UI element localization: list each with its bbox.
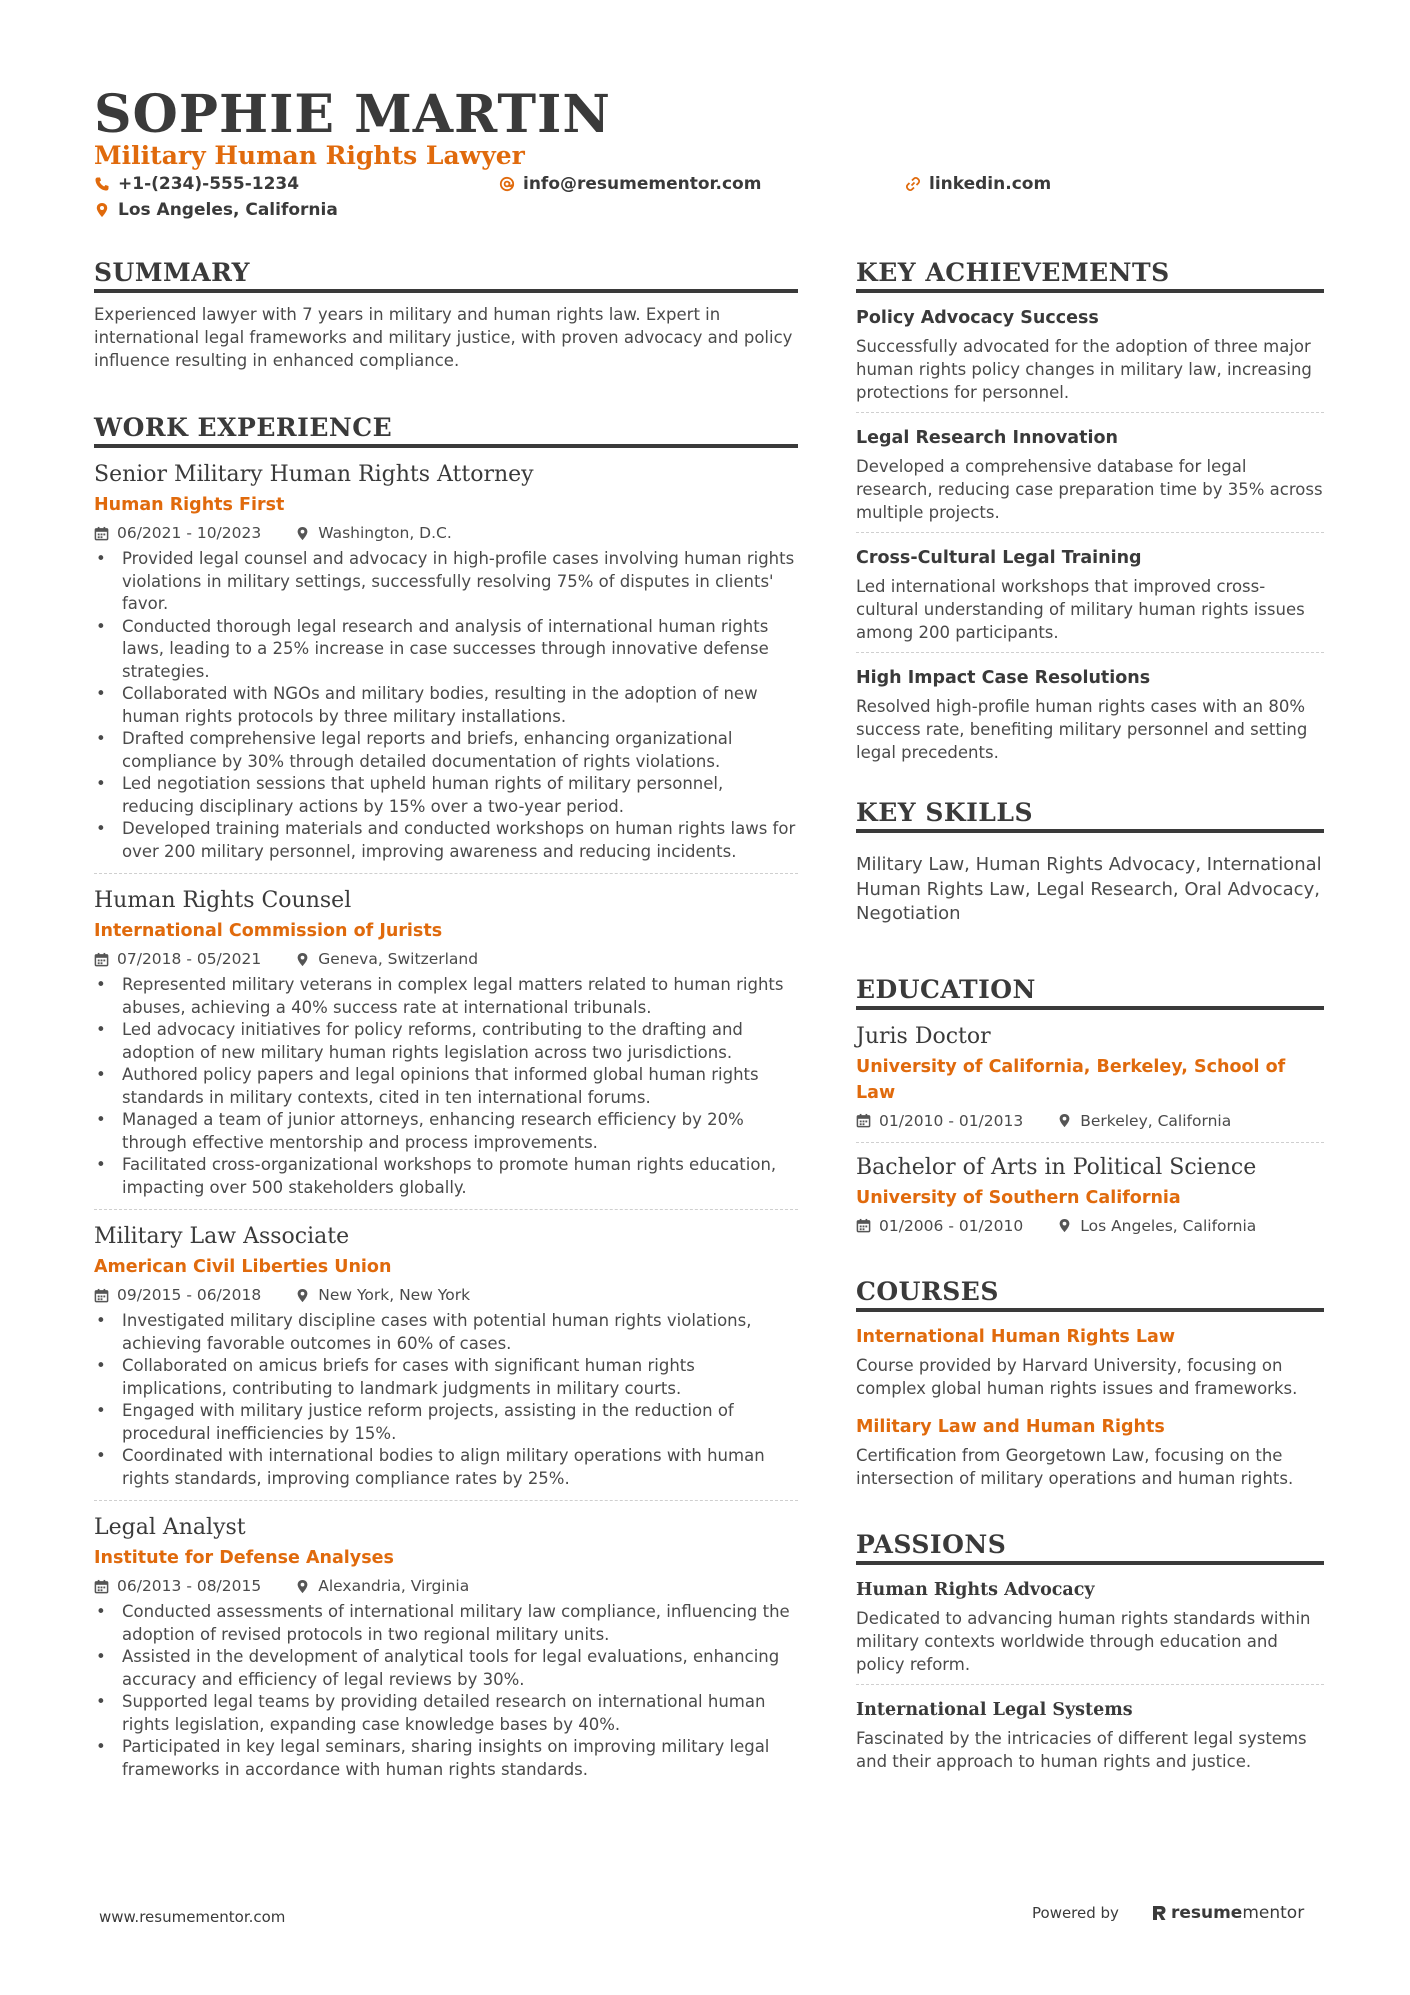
passions-heading: PASSIONS bbox=[856, 1530, 1324, 1565]
summary-section bbox=[94, 258, 798, 372]
achievements-section bbox=[856, 258, 1324, 772]
job-bullet: • Coordinated with international bodies to align military operations with human rights standards, improving compliance rates by 25%. bbox=[94, 1445, 798, 1490]
job-company: Institute for Defense Analyses bbox=[94, 1548, 394, 1568]
achievement-text: Resolved high-profile human rights cases with an 80% success rate, benefiting military personnel and setting legal precedents. bbox=[856, 697, 1308, 762]
phone-contact[interactable] bbox=[94, 174, 299, 194]
calendar-icon bbox=[856, 1113, 871, 1128]
achievement-item bbox=[856, 305, 1324, 413]
brand-logo[interactable] bbox=[1151, 1903, 1304, 1923]
education-item bbox=[856, 1153, 1324, 1247]
job-bullet: • Participated in key legal seminars, sharing insights on improving military legal frameworks in accordance with human rights standards. bbox=[94, 1736, 798, 1781]
footer-website[interactable]: www.resumementor.com bbox=[99, 1908, 286, 1926]
job-location: New York, New York bbox=[318, 1286, 471, 1304]
course-title: Military Law and Human Rights bbox=[856, 1416, 1165, 1437]
left-column bbox=[94, 258, 798, 1803]
experience-section bbox=[94, 413, 798, 1791]
job-bullet: • Conducted assessments of international military law compliance, influencing the adoption of revised protocols in two regional military units. bbox=[94, 1601, 798, 1646]
education-dates: 01/2006 - 01/2010 bbox=[879, 1216, 1024, 1235]
job-company: American Civil Liberties Union bbox=[94, 1257, 392, 1277]
summary-text: Experienced lawyer with 7 years in military and human rights law. Expert in international legal frameworks and military justice, with proven advocacy and policy influence resulting in enhanced compliance. bbox=[94, 305, 793, 370]
email-contact[interactable] bbox=[499, 174, 761, 194]
education-meta bbox=[856, 1214, 1324, 1238]
at-icon bbox=[499, 176, 515, 192]
powered-by-label: Powered by bbox=[1032, 1904, 1119, 1922]
experience-heading: WORK EXPERIENCE bbox=[94, 413, 798, 448]
achievement-item bbox=[856, 545, 1324, 653]
achievement-title: Legal Research Innovation bbox=[856, 428, 1118, 448]
candidate-role: Military Human Rights Lawyer bbox=[94, 141, 525, 170]
job-bullet: • Represented military veterans in complex legal matters related to human rights abuses, achieving a 40% success rate at international tribunals. bbox=[94, 974, 798, 1019]
achievement-item bbox=[856, 665, 1324, 772]
passion-item bbox=[856, 1577, 1324, 1685]
education-section bbox=[856, 975, 1324, 1247]
job-entry bbox=[94, 460, 798, 874]
job-location: Alexandria, Virginia bbox=[318, 1577, 470, 1595]
job-dates: 06/2021 - 10/2023 bbox=[117, 524, 262, 542]
job-bullet: • Assisted in the development of analytical tools for legal evaluations, enhancing accuracy and efficiency of legal reviews by 30%. bbox=[94, 1646, 798, 1691]
right-column bbox=[856, 258, 1324, 1793]
job-dates: 09/2015 - 06/2018 bbox=[117, 1286, 262, 1304]
job-bullet: • Collaborated with NGOs and military bodies, resulting in the adoption of new human rights protocols by three military installations. bbox=[94, 683, 798, 728]
job-bullet: • Investigated military discipline cases with potential human rights violations, achieving favorable outcomes in 60% of cases. bbox=[94, 1310, 798, 1355]
phone-text: +1-(234)-555-1234 bbox=[118, 174, 300, 194]
job-bullet: • Managed a team of junior attorneys, enhancing research efficiency by 20% through effective mentorship and process improvements. bbox=[94, 1109, 798, 1154]
location-pin-icon bbox=[295, 1288, 310, 1303]
job-bullet: • Collaborated on amicus briefs for cases with significant human rights implications, contributing to landmark judgments in military courts. bbox=[94, 1355, 798, 1400]
job-title: Military Law Associate bbox=[94, 1224, 350, 1249]
course-item bbox=[856, 1414, 1324, 1490]
linkedin-contact[interactable] bbox=[905, 174, 1051, 194]
location-pin-icon bbox=[94, 202, 110, 218]
job-bullet: • Led advocacy initiatives for policy reforms, contributing to the drafting and adoption of new military human rights legislation across two jurisdictions. bbox=[94, 1019, 798, 1064]
education-school: University of Southern California bbox=[856, 1187, 1181, 1208]
job-bullets bbox=[94, 548, 798, 863]
skills-section bbox=[856, 798, 1324, 927]
education-location: Los Angeles, California bbox=[1080, 1216, 1257, 1235]
passion-title: International Legal Systems bbox=[856, 1699, 1133, 1720]
education-degree: Bachelor of Arts in Political Science bbox=[856, 1154, 1257, 1180]
summary-heading: SUMMARY bbox=[94, 258, 798, 293]
education-location: Berkeley, California bbox=[1080, 1111, 1232, 1130]
course-text: Certification from Georgetown Law, focusing on the intersection of military operations and human rights. bbox=[856, 1445, 1294, 1488]
job-bullet: • Engaged with military justice reform projects, assisting in the reduction of procedural inefficiencies by 15%. bbox=[94, 1400, 798, 1445]
education-item bbox=[856, 1022, 1324, 1143]
location-pin-icon bbox=[295, 1579, 310, 1594]
link-icon bbox=[905, 176, 921, 192]
job-location: Washington, D.C. bbox=[318, 524, 452, 542]
education-meta bbox=[856, 1109, 1324, 1133]
job-meta bbox=[94, 521, 798, 545]
job-entry bbox=[94, 1513, 798, 1791]
skills-heading: KEY SKILLS bbox=[856, 798, 1324, 833]
job-company: Human Rights First bbox=[94, 495, 285, 515]
job-title: Senior Military Human Rights Attorney bbox=[94, 462, 534, 487]
passion-item bbox=[856, 1697, 1324, 1781]
job-meta bbox=[94, 1283, 798, 1307]
achievement-text: Led international workshops that improved cross-cultural understanding of military human rights issues among 200 participants. bbox=[856, 577, 1305, 642]
job-dates: 06/2013 - 08/2015 bbox=[117, 1577, 262, 1595]
job-bullets bbox=[94, 1601, 798, 1781]
job-entry bbox=[94, 886, 798, 1210]
education-school: University of California, Berkeley, School of Law bbox=[856, 1056, 1286, 1103]
course-text: Course provided by Harvard University, focusing on complex global human rights issues and frameworks. bbox=[856, 1355, 1298, 1398]
job-bullets bbox=[94, 974, 798, 1199]
achievement-title: Cross-Cultural Legal Training bbox=[856, 548, 1142, 568]
email-text: info@resumementor.com bbox=[523, 174, 762, 194]
job-meta bbox=[94, 1574, 798, 1598]
passions-section bbox=[856, 1530, 1324, 1781]
job-bullet: • Developed training materials and conducted workshops on human rights laws for over 200 military personnel, improving awareness and reducing incidents. bbox=[94, 818, 798, 863]
brand-name-light: mentor bbox=[1242, 1903, 1305, 1923]
job-bullet: • Drafted comprehensive legal reports and briefs, enhancing organizational compliance by 30% through detailed documentation of rights violations. bbox=[94, 728, 798, 773]
job-title: Human Rights Counsel bbox=[94, 888, 352, 913]
phone-icon bbox=[94, 176, 110, 192]
job-bullet: • Facilitated cross-organizational workshops to promote human rights education, impacting over 500 stakeholders globally. bbox=[94, 1154, 798, 1199]
achievement-text: Successfully advocated for the adoption of three major human rights policy changes in military law, increasing protections for personnel. bbox=[856, 337, 1312, 402]
location-text: Los Angeles, California bbox=[118, 200, 338, 220]
location-pin-icon bbox=[1057, 1113, 1072, 1128]
brand-name-bold: resume bbox=[1170, 1903, 1243, 1923]
job-bullets bbox=[94, 1310, 798, 1490]
job-bullet: • Authored policy papers and legal opinions that informed global human rights standards in military contexts, cited in ten international forums. bbox=[94, 1064, 798, 1109]
candidate-name: SOPHIE MARTIN bbox=[94, 84, 611, 145]
passion-text: Dedicated to advancing human rights standards within military contexts worldwide through education and policy reform. bbox=[856, 1608, 1311, 1674]
courses-heading: COURSES bbox=[856, 1277, 1324, 1312]
location-pin-icon bbox=[1057, 1218, 1072, 1233]
resumementor-logo-icon bbox=[1151, 1904, 1167, 1922]
education-heading: EDUCATION bbox=[856, 975, 1324, 1010]
job-title: Legal Analyst bbox=[94, 1515, 246, 1540]
calendar-icon bbox=[94, 952, 109, 967]
job-company: International Commission of Jurists bbox=[94, 921, 443, 941]
location-pin-icon bbox=[295, 952, 310, 967]
calendar-icon bbox=[94, 1579, 109, 1594]
passion-title: Human Rights Advocacy bbox=[856, 1579, 1095, 1600]
achievement-title: Policy Advocacy Success bbox=[856, 308, 1099, 328]
achievement-title: High Impact Case Resolutions bbox=[856, 668, 1151, 688]
course-item bbox=[856, 1324, 1324, 1400]
linkedin-text: linkedin.com bbox=[929, 174, 1052, 194]
achievement-text: Developed a comprehensive database for legal research, reducing case preparation time by 35% across multiple projects. bbox=[856, 457, 1323, 522]
job-location: Geneva, Switzerland bbox=[318, 950, 479, 968]
job-bullet: • Provided legal counsel and advocacy in high-profile cases involving human rights violations in military settings, successfully resolving 75% of disputes in clients' favor. bbox=[94, 548, 798, 616]
course-title: International Human Rights Law bbox=[856, 1326, 1176, 1347]
footer-powered-by bbox=[1032, 1903, 1304, 1923]
passion-text: Fascinated by the intricacies of different legal systems and their approach to human rights and justice. bbox=[856, 1728, 1307, 1771]
achievement-item bbox=[856, 425, 1324, 533]
calendar-icon bbox=[94, 1288, 109, 1303]
achievements-heading: KEY ACHIEVEMENTS bbox=[856, 258, 1324, 293]
job-meta bbox=[94, 947, 798, 971]
calendar-icon bbox=[94, 526, 109, 541]
education-degree: Juris Doctor bbox=[856, 1023, 991, 1049]
skills-text: Military Law, Human Rights Advocacy, International Human Rights Law, Legal Research, Oral Advocacy, Negotiation bbox=[856, 854, 1322, 924]
job-dates: 07/2018 - 05/2021 bbox=[117, 950, 262, 968]
job-bullet: • Supported legal teams by providing detailed research on international human rights legislation, expanding case knowledge bases by 40%. bbox=[94, 1691, 798, 1736]
education-dates: 01/2010 - 01/2013 bbox=[879, 1111, 1024, 1130]
job-bullet: • Led negotiation sessions that upheld human rights of military personnel, reducing disciplinary actions by 15% over a two-year period. bbox=[94, 773, 798, 818]
courses-section bbox=[856, 1277, 1324, 1490]
job-entry bbox=[94, 1222, 798, 1501]
location-contact bbox=[94, 200, 338, 220]
calendar-icon bbox=[856, 1218, 871, 1233]
job-bullet: • Conducted thorough legal research and analysis of international human rights laws, leading to a 25% increase in case successes through innovative defense strategies. bbox=[94, 616, 798, 684]
location-pin-icon bbox=[295, 526, 310, 541]
